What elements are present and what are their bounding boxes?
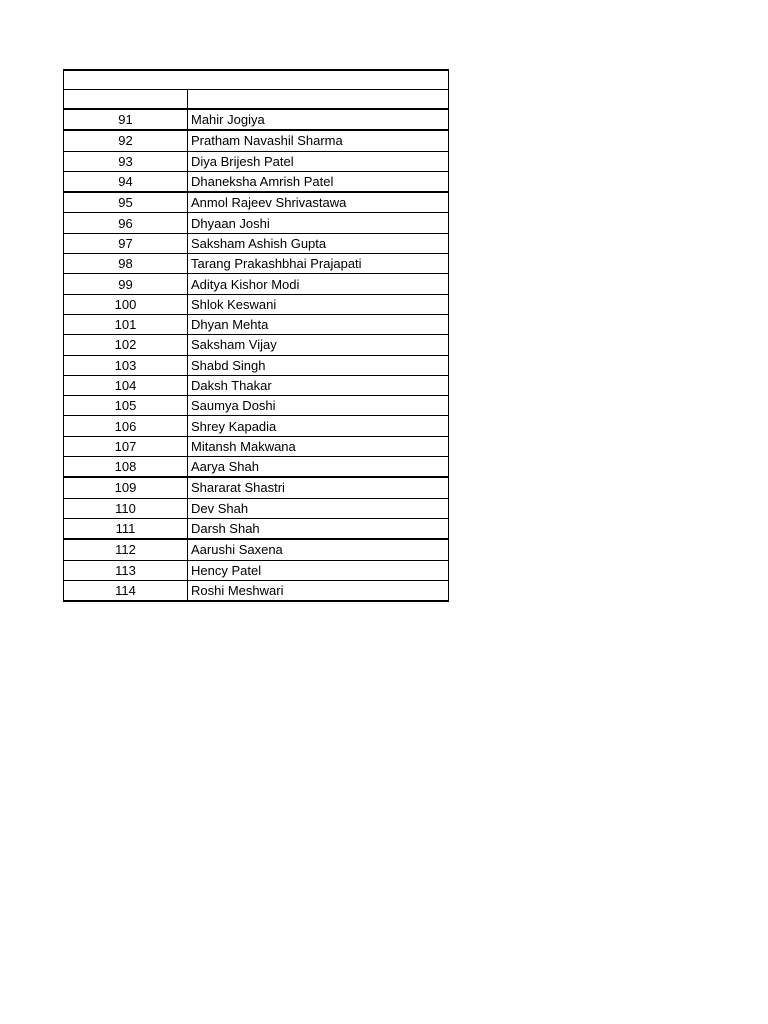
table-row xyxy=(64,477,449,498)
row-number: 102 xyxy=(64,335,188,355)
table-row xyxy=(64,396,449,416)
table-row xyxy=(64,109,449,130)
table-row xyxy=(64,375,449,395)
row-number: 110 xyxy=(64,498,188,518)
row-number: 114 xyxy=(64,580,188,601)
student-name: Aarushi Saxena xyxy=(188,539,449,560)
table-row xyxy=(64,457,449,478)
student-roster-table xyxy=(63,69,449,602)
student-name: Tarang Prakashbhai Prajapati xyxy=(188,254,449,274)
student-name: Mahir Jogiya xyxy=(188,109,449,130)
student-name: Dev Shah xyxy=(188,498,449,518)
student-name: Dhyan Mehta xyxy=(188,314,449,334)
table-row xyxy=(64,518,449,539)
table-row xyxy=(64,192,449,213)
table-row xyxy=(64,539,449,560)
student-name: Darsh Shah xyxy=(188,518,449,539)
student-name: Roshi Meshwari xyxy=(188,580,449,601)
table-row xyxy=(64,294,449,314)
row-number: 106 xyxy=(64,416,188,436)
table-row xyxy=(64,436,449,456)
row-number: 98 xyxy=(64,254,188,274)
student-name: Diya Brijesh Patel xyxy=(188,151,449,171)
row-number: 108 xyxy=(64,457,188,478)
student-roster-sheet xyxy=(63,69,448,602)
header-row xyxy=(64,90,449,110)
table-row xyxy=(64,151,449,171)
table-row xyxy=(64,498,449,518)
row-number: 113 xyxy=(64,560,188,580)
row-number: 101 xyxy=(64,314,188,334)
student-name: Saksham Vijay xyxy=(188,335,449,355)
student-name: Mitansh Makwana xyxy=(188,436,449,456)
header-name xyxy=(188,90,449,110)
table-title xyxy=(64,70,449,90)
student-name: Shabd Singh xyxy=(188,355,449,375)
table-row xyxy=(64,213,449,233)
row-number: 107 xyxy=(64,436,188,456)
row-number: 91 xyxy=(64,109,188,130)
student-name: Shararat Shastri xyxy=(188,477,449,498)
student-name: Shrey Kapadia xyxy=(188,416,449,436)
header-number xyxy=(64,90,188,110)
row-number: 93 xyxy=(64,151,188,171)
student-name: Saumya Doshi xyxy=(188,396,449,416)
student-name: Hency Patel xyxy=(188,560,449,580)
row-number: 105 xyxy=(64,396,188,416)
table-row xyxy=(64,254,449,274)
row-number: 99 xyxy=(64,274,188,294)
row-number: 103 xyxy=(64,355,188,375)
row-number: 104 xyxy=(64,375,188,395)
table-row xyxy=(64,416,449,436)
student-name: Aarya Shah xyxy=(188,457,449,478)
student-name: Anmol Rajeev Shrivastawa xyxy=(188,192,449,213)
row-number: 94 xyxy=(64,171,188,192)
row-number: 97 xyxy=(64,233,188,253)
student-name: Aditya Kishor Modi xyxy=(188,274,449,294)
student-name: Shlok Keswani xyxy=(188,294,449,314)
title-row xyxy=(64,70,449,90)
row-number: 112 xyxy=(64,539,188,560)
table-row xyxy=(64,335,449,355)
table-row xyxy=(64,274,449,294)
table-row xyxy=(64,580,449,601)
row-number: 109 xyxy=(64,477,188,498)
row-number: 96 xyxy=(64,213,188,233)
table-row xyxy=(64,355,449,375)
table-row xyxy=(64,233,449,253)
student-name: Daksh Thakar xyxy=(188,375,449,395)
table-row xyxy=(64,171,449,192)
table-row xyxy=(64,314,449,334)
row-number: 100 xyxy=(64,294,188,314)
table-row xyxy=(64,130,449,151)
table-row xyxy=(64,560,449,580)
student-name: Dhaneksha Amrish Patel xyxy=(188,171,449,192)
row-number: 95 xyxy=(64,192,188,213)
student-name: Dhyaan Joshi xyxy=(188,213,449,233)
student-name: Pratham Navashil Sharma xyxy=(188,130,449,151)
row-number: 92 xyxy=(64,130,188,151)
row-number: 111 xyxy=(64,518,188,539)
student-name: Saksham Ashish Gupta xyxy=(188,233,449,253)
